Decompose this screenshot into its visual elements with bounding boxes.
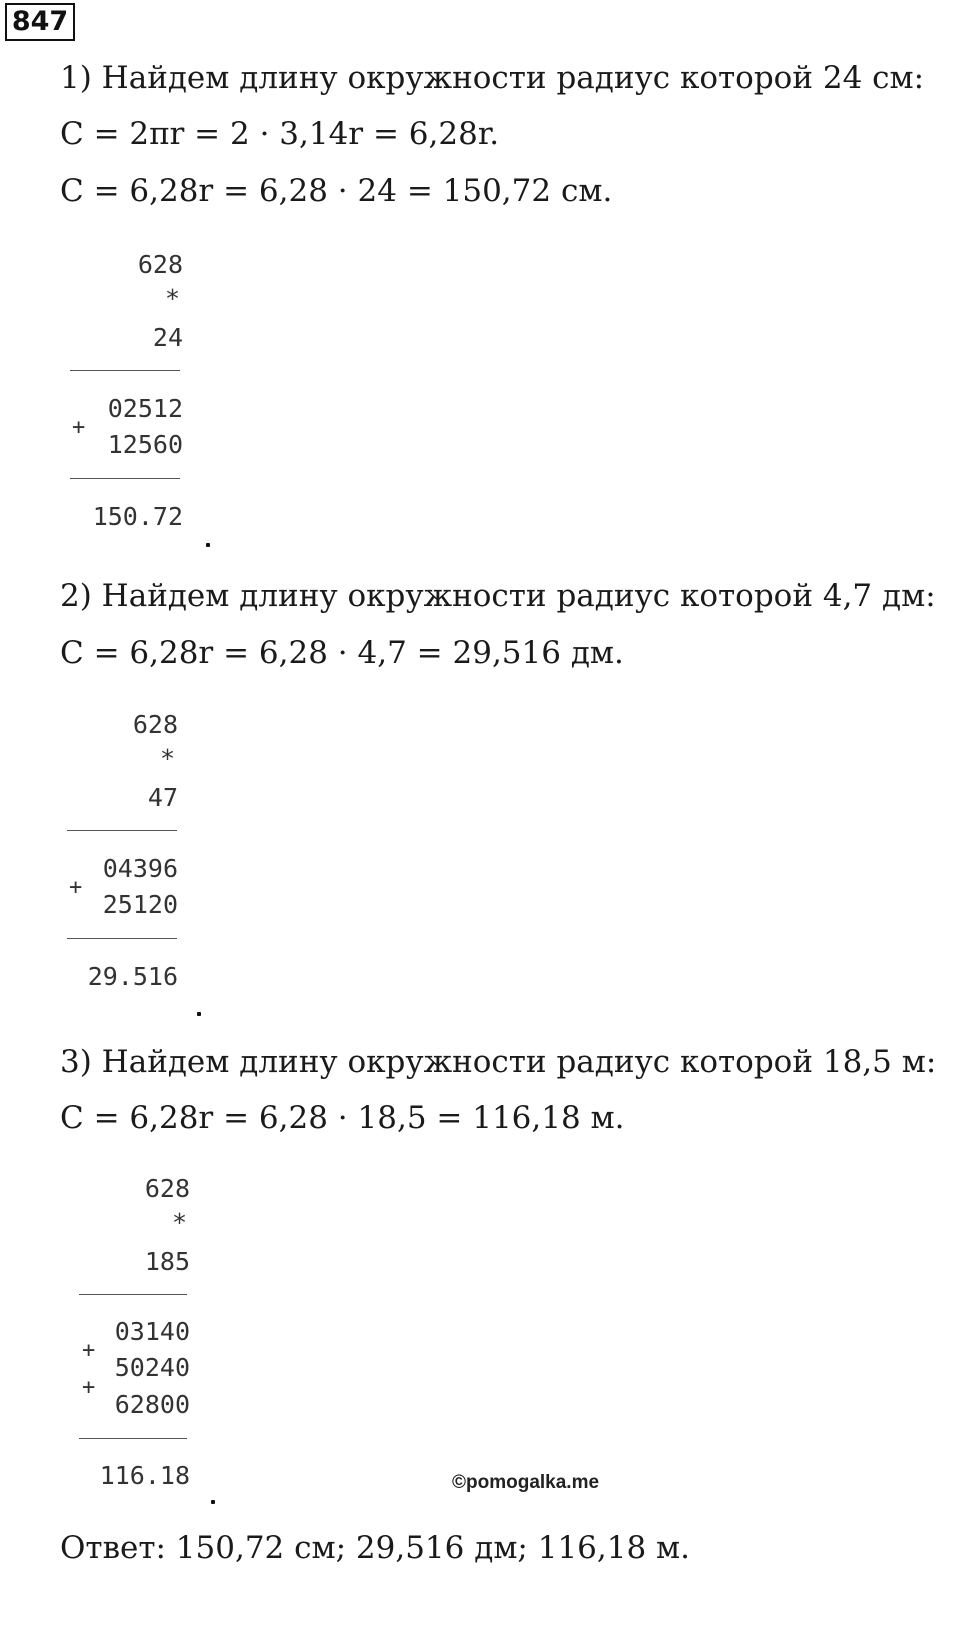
part3-partial-1: 03140 (114, 1317, 190, 1346)
part1-operator: * (164, 284, 180, 313)
part2-dot (197, 1012, 201, 1016)
part3-partial-2: 50240 (114, 1353, 190, 1382)
part3-plus-2: + (82, 1375, 96, 1400)
part2-partial-1: 04396 (102, 854, 178, 883)
part1-plus: + (72, 415, 86, 440)
part2-heading: 2) Найдем длину окружности радиус которой 4,7 дм: (60, 578, 936, 614)
part2-result: 29.516 (87, 962, 178, 991)
part1-heading: 1) Найдем длину окружности радиус которой 24 см: (60, 60, 925, 96)
part3-rule-2 (79, 1438, 187, 1439)
part1-partial-2: 12560 (107, 430, 183, 459)
part1-dot (206, 543, 210, 547)
part2-multiplicand: 628 (132, 710, 178, 739)
part1-multiplier: 24 (152, 323, 183, 352)
answer: Ответ: 150,72 см; 29,516 дм; 116,18 м. (60, 1530, 691, 1566)
part1-rule-1 (70, 370, 180, 371)
task-number: 847 (5, 3, 75, 41)
part1-multiplicand: 628 (137, 250, 183, 279)
part2-partial-2: 25120 (102, 890, 178, 919)
part3-operator: * (171, 1208, 187, 1237)
part3-dot (211, 1500, 215, 1504)
part3-multiplicand: 628 (144, 1174, 190, 1203)
watermark: ©pomogalka.me (452, 1472, 600, 1493)
part2-rule-1 (67, 830, 177, 831)
part3-heading: 3) Найдем длину окружности радиус которой 18,5 м: (60, 1044, 937, 1080)
part1-formula-1: C = 2πr = 2 · 3,14r = 6,28r. (60, 116, 500, 152)
part3-plus-1: + (82, 1338, 96, 1363)
part1-rule-2 (70, 478, 180, 479)
part3-partial-3: 62800 (114, 1390, 190, 1419)
part3-multiplier: 185 (144, 1247, 190, 1276)
part2-operator: * (159, 744, 175, 773)
part2-formula-1: C = 6,28r = 6,28 · 4,7 = 29,516 дм. (60, 635, 624, 671)
part2-rule-2 (67, 938, 177, 939)
part3-rule-1 (79, 1294, 187, 1295)
part1-result: 150.72 (92, 502, 183, 531)
part3-formula-1: C = 6,28r = 6,28 · 18,5 = 116,18 м. (60, 1100, 625, 1136)
part1-formula-2: C = 6,28r = 6,28 · 24 = 150,72 см. (60, 173, 613, 209)
part2-multiplier: 47 (147, 783, 178, 812)
part1-partial-1: 02512 (107, 394, 183, 423)
part2-plus: + (69, 875, 83, 900)
part3-result: 116.18 (99, 1461, 190, 1490)
